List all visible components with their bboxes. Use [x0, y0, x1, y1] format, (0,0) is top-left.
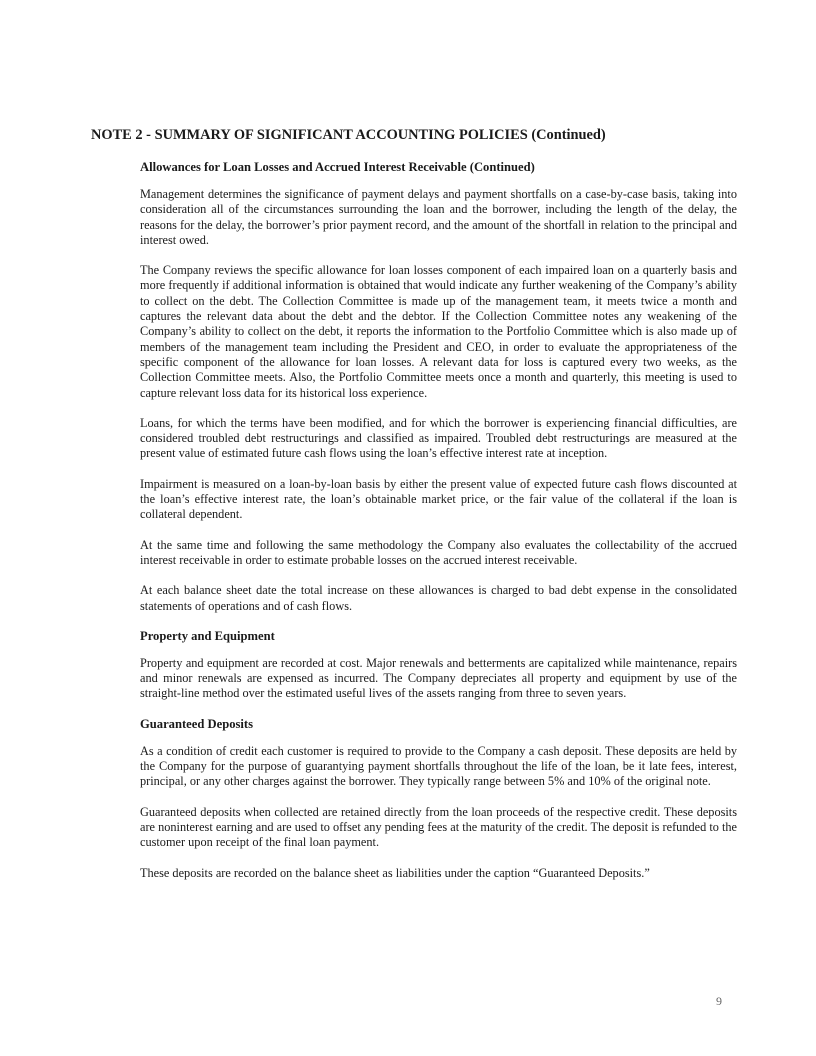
deposits-section [140, 717, 737, 881]
section-heading: Property and Equipment [140, 628, 275, 643]
paragraph: Impairment is measured on a loan-by-loan basis by either the present value of expected future cash flows discounted at the loan’s effective interest rate, the loan’s obtainable market price, or the fair value of the collateral if the loan is collateral dependent. [140, 476, 737, 522]
section-heading: Guaranteed Deposits [140, 716, 253, 731]
paragraph: At each balance sheet date the total increase on these allowances is charged to bad debt expense in the consolidated statements of operations and of cash flows. [140, 583, 737, 613]
paragraph: Guaranteed deposits when collected are retained directly from the loan proceeds of the respective credit. These deposits are noninterest earning and are used to offset any pending fees at the maturity of the credit. The deposit is refunded to the customer upon receipt of the final loan payment. [140, 804, 737, 850]
paragraph: The Company reviews the specific allowance for loan losses component of each impaired loan on a quarterly basis and more frequently if additional information is obtained that would indicate any further weakening of the Company’s ability to collect on the debt. The Collection Committee is made up of the management team, it meets twice a month and captures the relevant data about the debt and the debtor. If the Collection Committee notes any weakening of the Company’s ability to collect on the debt, it reports the information to the Portfolio Committee which is also made up of members of the management team including the President and CEO, in order to evaluate the appropriateness of the specific component of the allowance for loan losses. A relevant data for loss is captured every two weeks, as the Collection Committee meets. Also, the Portfolio Committee meets once a month and quarterly, this meeting is used to capture relevant loss data for its historical loss experience. [140, 263, 737, 400]
section-heading: Allowances for Loan Losses and Accrued Interest Receivable (Continued) [140, 160, 535, 174]
paragraph: Management determines the significance of payment delays and payment shortfalls on a case-by-case basis, taking into consideration all of the circumstances surrounding the loan and the borrower, including the length of the delay, the reasons for the delay, the borrower’s prior payment record, and the amount of the shortfall in relation to the principal and interest owed. [140, 187, 737, 247]
note-body [140, 160, 737, 896]
property-section [140, 629, 737, 702]
page-number: 9 [716, 994, 722, 1008]
paragraph: At the same time and following the same methodology the Company also evaluates the collectability of the accrued interest receivable in order to estimate probable losses on the accrued interest receivable. [140, 537, 737, 567]
paragraph: As a condition of credit each customer is required to provide to the Company a cash deposit. These deposits are held by the Company for the purpose of guarantying payment shortfalls throughout the life of the loan, be it late fees, interest, principal, or any other charges against the borrower. They typically range between 5% and 10% of the original note. [140, 743, 737, 789]
paragraph: Loans, for which the terms have been modified, and for which the borrower is experiencing financial difficulties, are considered troubled debt restructurings and classified as impaired. Troubled debt restructurings are measured at the present value of estimated future cash flows using the loan’s effective interest rate at inception. [140, 415, 737, 461]
paragraph: Property and equipment are recorded at cost. Major renewals and betterments are capitalized while maintenance, repairs and minor renewals are expensed as incurred. The Company depreciates all property and equipment by use of the straight-line method over the estimated useful lives of the assets ranging from three to seven years. [140, 655, 737, 701]
note-title: NOTE 2 - SUMMARY OF SIGNIFICANT ACCOUNTING POLICIES (Continued) [91, 127, 606, 143]
allowances-section [140, 160, 737, 614]
paragraph: These deposits are recorded on the balance sheet as liabilities under the caption “Guaranteed Deposits.” [140, 865, 650, 880]
